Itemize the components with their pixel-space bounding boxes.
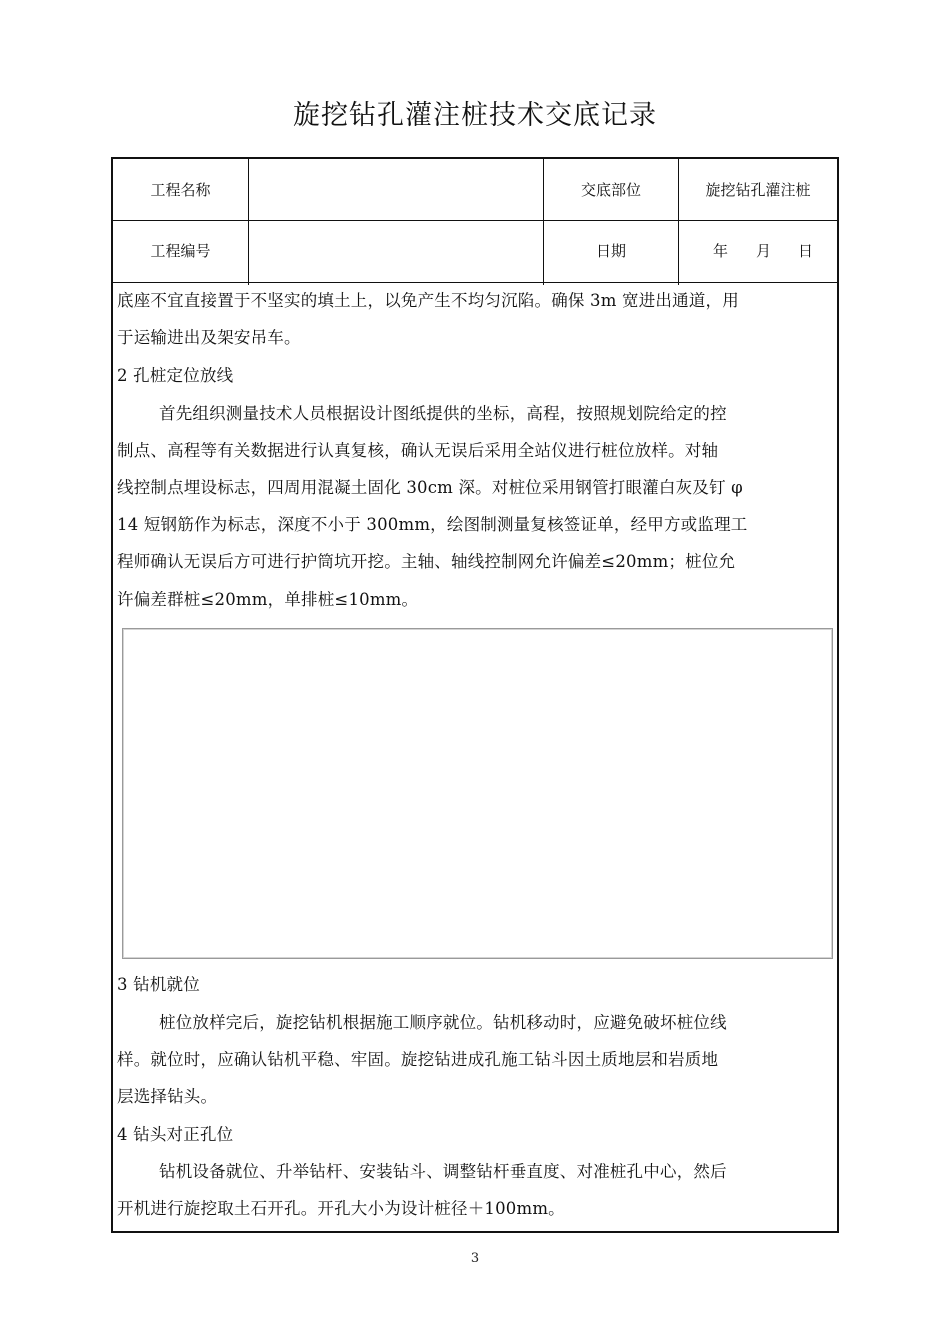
paragraph-line: 首先组织测量技术人员根据设计图纸提供的坐标，高程，按照规划院给定的控 — [159, 404, 727, 423]
paragraph-line: 许偏差群桩≤20mm，单排桩≤10mm。 — [117, 590, 419, 609]
paragraph-line: 制点、高程等有关数据进行认真复核，确认无误后采用全站仪进行桩位放样。对轴 — [117, 441, 719, 460]
project-number-label: 工程编号 — [150, 242, 211, 260]
paragraph-line: 线控制点埋设标志，四周用混凝土固化 30cm 深。对桩位采用钢管打眼灌白灰及钉 φ — [117, 478, 743, 497]
paragraph-line: 于运输进出及架安吊车。 — [117, 328, 301, 347]
date-day: 日 — [798, 242, 814, 260]
paragraph-line: 样。就位时，应确认钻机平稳、牢固。旋挖钻进成孔施工钻斗因土质地层和岩质地 — [117, 1050, 719, 1069]
page-number: 3 — [470, 1251, 480, 1266]
figure-placeholder — [122, 628, 833, 959]
paragraph-line: 桩位放样完后，旋挖钻机根据施工顺序就位。钻机移动时，应避免破坏桩位线 — [159, 1013, 727, 1032]
disclosure-part-value: 旋挖钻孔灌注桩 — [705, 181, 811, 199]
section-heading: 4 钻头对正孔位 — [117, 1125, 234, 1144]
section-heading: 2 孔桩定位放线 — [117, 366, 234, 385]
column-divider — [543, 159, 544, 285]
row-divider — [113, 220, 837, 221]
paragraph-line: 开机进行旋挖取土石开孔。开孔大小为设计桩径＋100mm。 — [117, 1199, 565, 1218]
header-divider — [113, 282, 837, 283]
paragraph-line: 层选择钻头。 — [117, 1087, 218, 1106]
paragraph-line: 底座不宜直接置于不坚实的填土上，以免产生不均匀沉陷。确保 3m 宽进出通道，用 — [117, 291, 739, 310]
date-month: 月 — [756, 242, 772, 260]
document-title: 旋挖钻孔灌注桩技术交底记录 — [293, 100, 657, 131]
paragraph-line: 钻机设备就位、升举钻杆、安装钻斗、调整钻杆垂直度、对准桩孔中心，然后 — [159, 1162, 727, 1181]
paragraph-line: 14 短钢筋作为标志，深度不小于 300mm，绘图制测量复核签证单，经甲方或监理工 — [117, 515, 748, 534]
section-heading: 3 钻机就位 — [117, 975, 200, 994]
date-label: 日期 — [595, 242, 626, 260]
column-divider — [248, 159, 249, 285]
date-year: 年 — [713, 242, 729, 260]
paragraph-line: 程师确认无误后方可进行护筒坑开挖。主轴、轴线控制网允许偏差≤20mm；桩位允 — [117, 552, 736, 571]
column-divider — [678, 159, 679, 285]
project-name-label: 工程名称 — [150, 181, 211, 199]
disclosure-part-label: 交底部位 — [580, 181, 641, 199]
